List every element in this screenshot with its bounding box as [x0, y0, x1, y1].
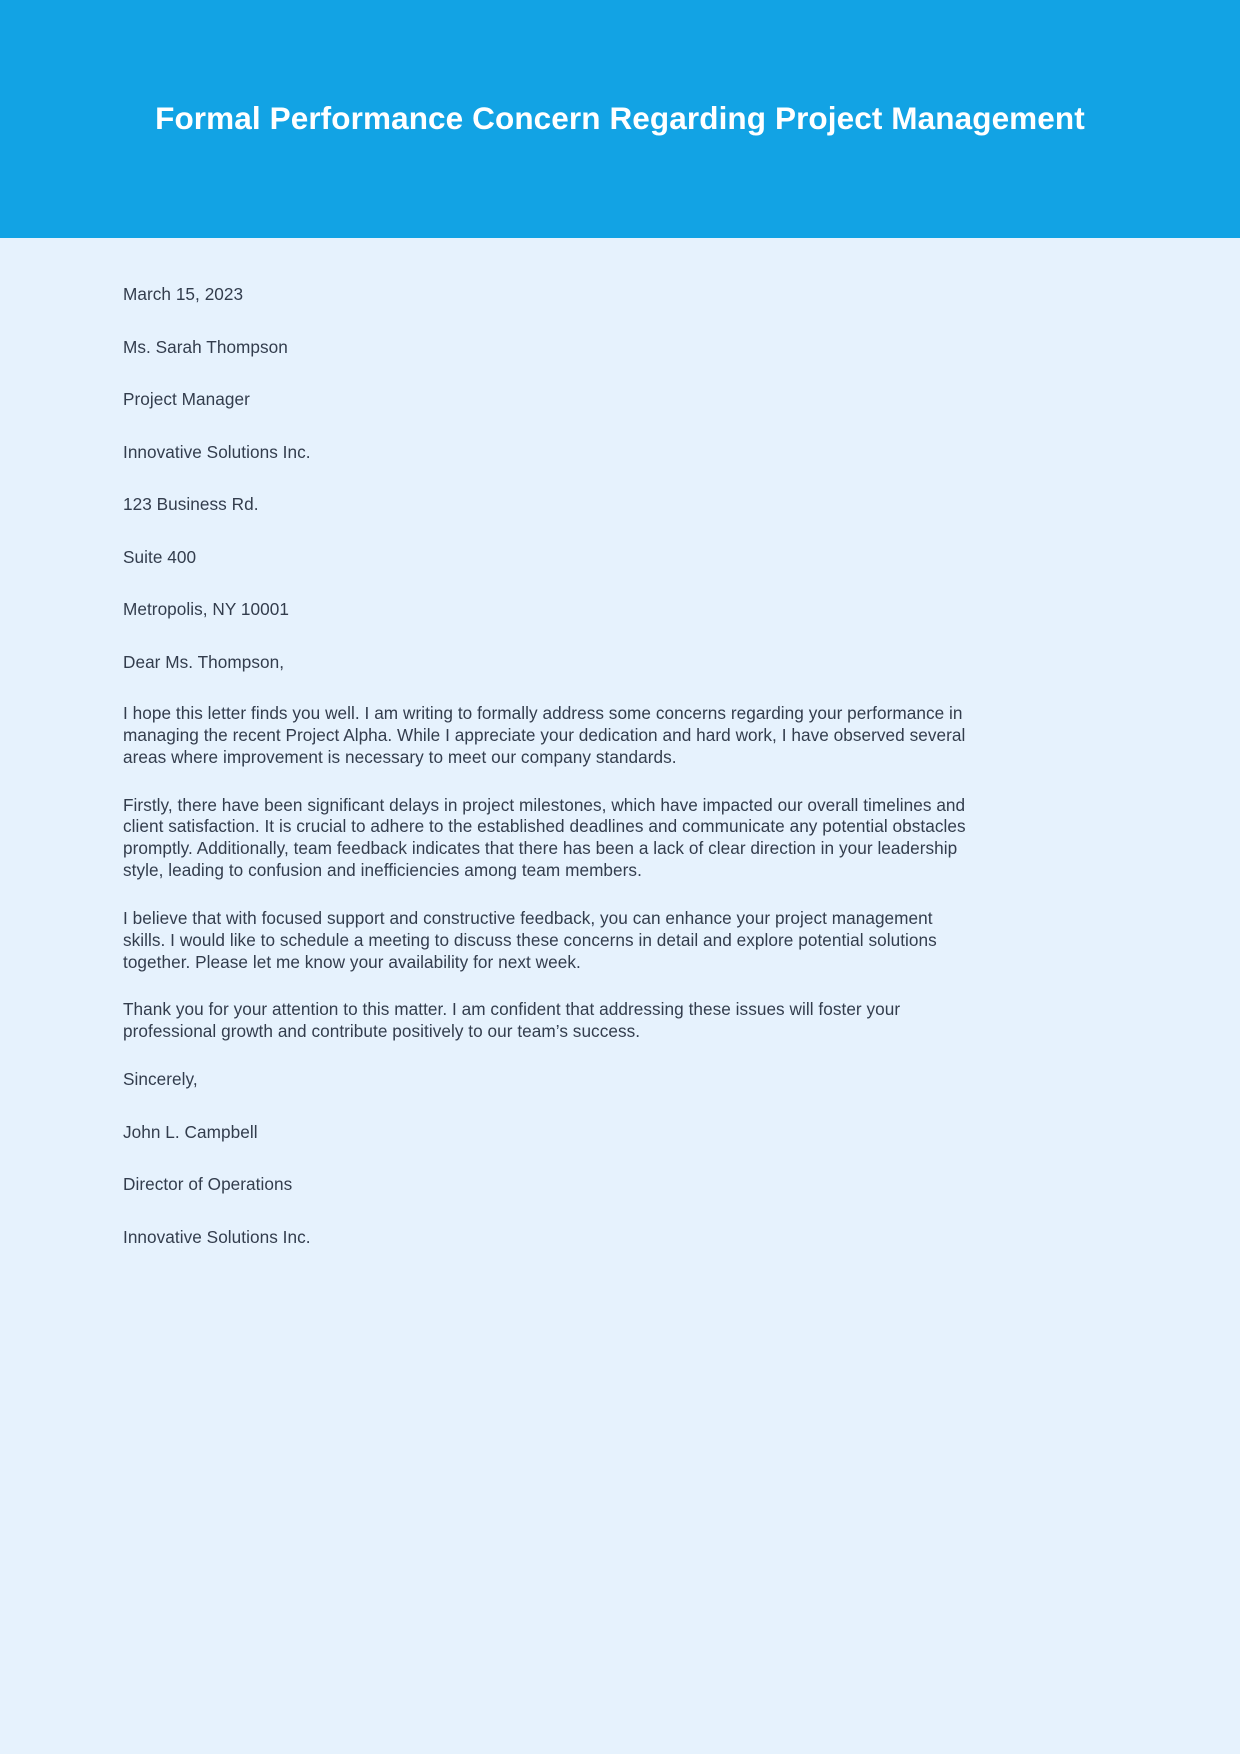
closing-phrase: Sincerely, [123, 1069, 198, 1090]
sender-name: John L. Campbell [123, 1121, 258, 1142]
body-paragraph-4: Thank you for your attention to this matter. I am confident that addressing these issues will foster your professional growth and contribute positively to our team’s success. [123, 999, 901, 1042]
body-paragraph-2: Firstly, there have been significant delays in project milestones, which have impacted our overall timelines and client satisfaction. It is crucial to adhere to the established deadlines and communicate any potential obstacles promptly. Additionally, team feedback indicates that there has been a lack of clear direction in your leadership style, leading to confusion and inefficiencies among team members. [123, 794, 966, 881]
recipient-city-state-zip: Metropolis, NY 10001 [123, 599, 289, 619]
recipient-name: Ms. Sarah Thompson [123, 336, 288, 357]
document-header-banner [0, 0, 1240, 238]
body-paragraph-1: I hope this letter finds you well. I am writing to formally address some concerns regarding your performance in managing the recent Project Alpha. While I appreciate your dedication and hard work, I have observed several areas where improvement is necessary to meet our company standards. [123, 703, 966, 767]
recipient-suite: Suite 400 [123, 546, 197, 567]
page-title: Formal Performance Concern Regarding Project Management [155, 100, 1085, 137]
recipient-street: 123 Business Rd. [123, 494, 259, 514]
sender-title: Director of Operations [123, 1174, 293, 1195]
letter-date: March 15, 2023 [123, 284, 244, 304]
recipient-title: Project Manager [123, 389, 250, 409]
recipient-company: Innovative Solutions Inc. [123, 441, 311, 462]
body-paragraph-3: I believe that with focused support and constructive feedback, you can enhance your project management skills. I would like to schedule a meeting to discuss these concerns in detail and explore potential solutions together. Please let me know your availability for next week. [123, 907, 937, 972]
signature-block [123, 1069, 1117, 1248]
salutation: Dear Ms. Thompson, [123, 651, 285, 672]
letter-content [0, 238, 1240, 1248]
sender-company: Innovative Solutions Inc. [123, 1226, 311, 1247]
